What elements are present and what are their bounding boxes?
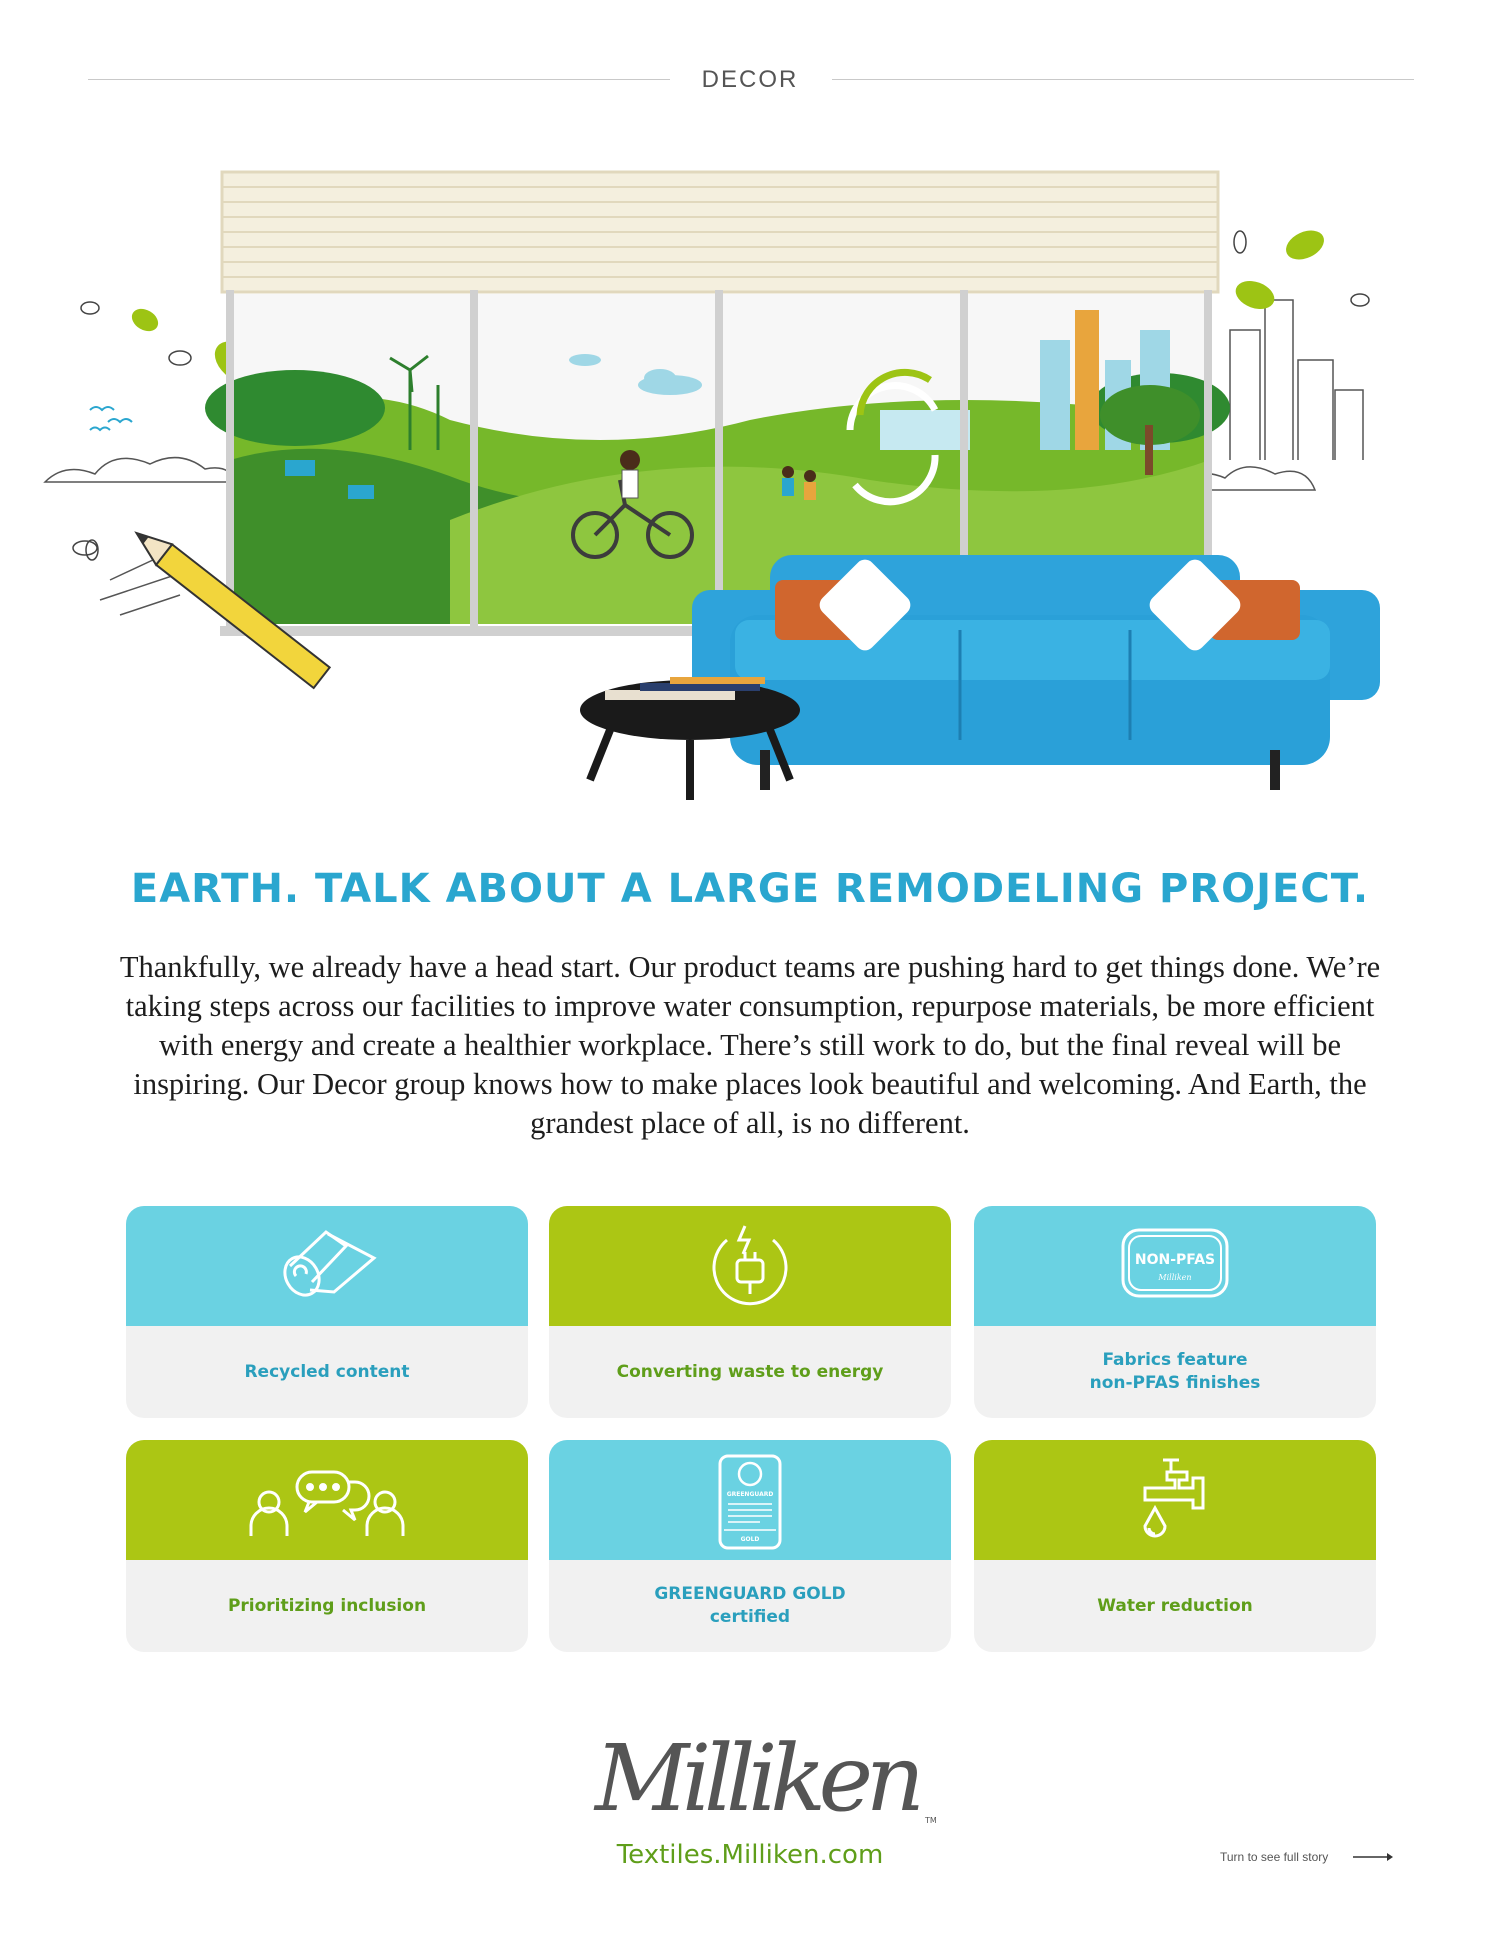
tile-water-reduction [974,1440,1376,1652]
tile-recycled-content [126,1206,528,1418]
tile-label: Converting waste to energy [616,1361,884,1382]
tile-non-pfas [974,1206,1376,1418]
page-headline: EARTH. TALK ABOUT A LARGE REMODELING PROJECT. [130,866,1370,912]
tile-waste-to-energy [549,1206,951,1418]
logo-wordmark: Milliken [595,1725,925,1832]
greenguard-badge-text: GREENGUARD [726,1491,774,1498]
section-label: DECOR [701,66,799,93]
people-chat-icon [247,1452,407,1542]
body-paragraph: Thankfully, we already have a head start. Our product teams are pushing hard to get things done. We’re taking steps across our facilities to improve water consumption, repurpose materials, be more efficient with energy and create a healthier workplace. There’s still work to do, but the final reveal will be inspiring. Our Decor group knows how to make places look beautiful and welcoming. And Earth, the grandest place of all, is no different. [119,950,1381,1140]
tile-greenguard [549,1440,951,1652]
recycled-roll-icon [272,1218,382,1308]
tile-label: Prioritizing inclusion [227,1595,427,1616]
tile-label: Recycled content [244,1361,410,1382]
plug-energy-icon [705,1218,795,1318]
tile-label: Fabrics feature non-PFAS finishes [1089,1350,1261,1393]
greenguard-badge-icon [710,1452,790,1552]
non-pfas-badge-icon [1115,1218,1235,1308]
living-room-illustration [30,160,1470,820]
tile-inclusion [126,1440,528,1652]
milliken-logo [585,1725,945,1835]
tile-label: Water reduction [1097,1595,1253,1616]
arrow-right-icon [1353,1852,1393,1862]
tile-label: GREENGUARD GOLD certified [654,1584,846,1627]
non-pfas-badge-text: NON-PFAS [1134,1252,1216,1268]
sofa-illustration [692,555,1380,790]
birds-left [90,407,132,430]
non-pfas-badge-sub: Milliken [1158,1273,1192,1282]
website-link[interactable]: Textiles.Milliken.com [616,1840,884,1870]
turn-page-note: Turn to see full story [1220,1850,1329,1864]
greenguard-badge-sub: GOLD [740,1536,760,1543]
faucet-drop-icon [1135,1452,1215,1552]
logo-trademark: TM [925,1816,937,1825]
